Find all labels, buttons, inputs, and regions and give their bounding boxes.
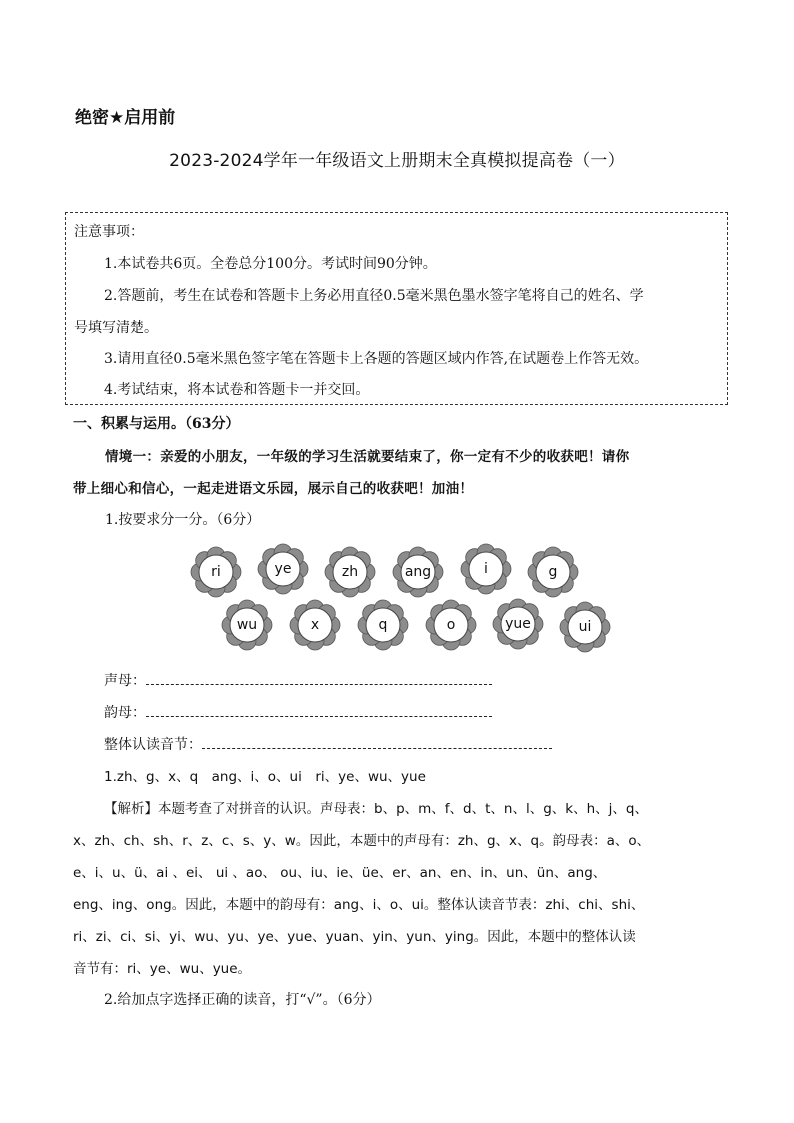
yunmu-label: 韵母： — [104, 705, 146, 721]
notice-item: 4.考试结束，将本试卷和答题卡一并交回。 — [104, 382, 370, 398]
pinyin-flower — [527, 546, 579, 598]
flower-label: i — [484, 561, 488, 577]
analysis-line: 【解析】本题考查了对拼音的认识。声母表：b、p、m、f、d、t、n、l、g、k、h、j、q、 — [104, 801, 648, 817]
notice-item: 1.本试卷共6页。全卷总分100分。考试时间90分钟。 — [104, 256, 437, 272]
pinyin-flower — [559, 601, 611, 653]
question-prompt: 2.给加点字选择正确的读音，打“√”。（6分） — [104, 992, 381, 1008]
question-prompt: 1.按要求分一分。（6分） — [105, 512, 261, 528]
answer-blank[interactable] — [146, 704, 492, 717]
yunmu-row — [104, 702, 492, 722]
scenario-text: 情境一：亲爱的小朋友，一年级的学习生活就要结束了，你一定有不少的收获吧！请你 — [105, 449, 630, 465]
flower-label: q — [378, 617, 388, 633]
analysis-line: 音节有：ri、ye、wu、yue。 — [73, 961, 252, 977]
scenario-text: 带上细心和信心，一起走进语文乐园，展示自己的收获吧！加油！ — [73, 481, 474, 497]
analysis-line: ri、zi、ci、si、yi、wu、yu、ye、yue、yuan、yin、yun、ying。因此，本题中的整体认读 — [73, 929, 636, 945]
pinyin-flower — [492, 598, 544, 650]
flower-label: x — [310, 617, 320, 633]
pinyin-flower — [324, 546, 376, 598]
exam-title: 2023-2024学年一年级语文上册期末全真模拟提高卷（一） — [169, 151, 625, 171]
answer-text: 1.zh、g、x、q ang、i、o、ui ri、ye、wu、yue — [104, 769, 426, 785]
flower-label: g — [548, 564, 558, 580]
shengmu-label: 声母： — [104, 673, 146, 689]
answer-blank[interactable] — [202, 736, 552, 749]
analysis-line: eng、ing、ong。因此，本题中的韵母有：ang、i、o、ui。整体认读音节表：zhi、chi、shi、 — [73, 897, 645, 913]
notice-heading: 注意事项： — [74, 224, 144, 240]
pinyin-flower — [425, 599, 477, 651]
flower-label: o — [446, 617, 456, 633]
notice-box — [65, 212, 728, 405]
flower-label: ri — [211, 564, 221, 580]
pinyin-flower — [289, 599, 341, 651]
pinyin-flower — [190, 546, 242, 598]
confidential-label: 绝密★启用前 — [75, 108, 176, 128]
notice-item: 号填写清楚。 — [74, 320, 158, 336]
answer-blank[interactable] — [146, 672, 492, 685]
zhengti-label: 整体认读音节： — [104, 737, 202, 753]
analysis-line: e、i、u、ü、ai 、ei、 ui 、ao、 ou、iu、ie、üe、er、an、en、in、un、ün、ang、 — [73, 865, 607, 881]
flower-label: wu — [236, 617, 258, 633]
pinyin-flower — [357, 599, 409, 651]
flower-label: ang — [404, 564, 432, 580]
pinyin-flower — [460, 543, 512, 595]
flower-label: yue — [505, 616, 531, 632]
pinyin-flower — [257, 543, 309, 595]
flower-label: zh — [341, 564, 359, 580]
pinyin-flower — [392, 546, 444, 598]
notice-item: 2.答题前，考生在试卷和答题卡上务必用直径0.5毫米黑色墨水签字笔将自己的姓名、学 — [104, 288, 644, 304]
analysis-line: x、zh、ch、sh、r、z、c、s、y、w。因此，本题中的声母有：zh、g、x、q。韵母表：a、o、 — [73, 833, 651, 849]
zhengti-row — [104, 734, 552, 754]
section-heading: 一、积累与运用。（63分） — [73, 416, 240, 432]
pinyin-flower — [221, 599, 273, 651]
flower-label: ye — [274, 561, 292, 577]
notice-item: 3.请用直径0.5毫米黑色签字笔在答题卡上各题的答题区域内作答,在试题卷上作答无效。 — [104, 351, 649, 367]
shengmu-row — [104, 670, 492, 690]
flower-label: ui — [578, 619, 592, 635]
